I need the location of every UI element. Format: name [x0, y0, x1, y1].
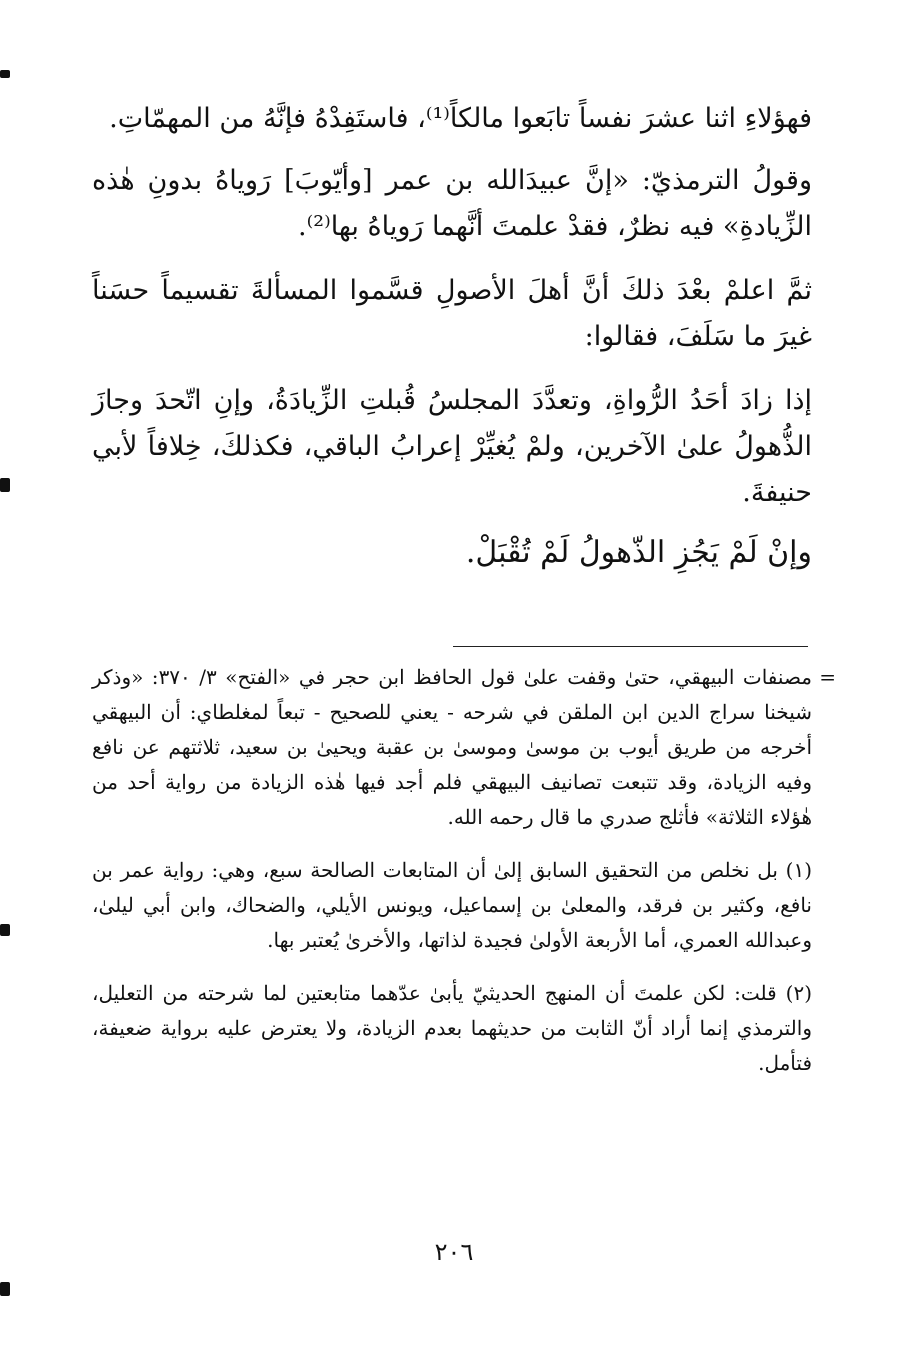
- continuation-mark: =: [819, 665, 836, 689]
- page-number: ٢٠٦: [434, 1238, 474, 1266]
- footnote-number: (١): [785, 858, 812, 882]
- main-paragraph-5: وإنْ لَمْ يَجُزِ الذّهولُ لَمْ تُقْبَلْ.: [465, 535, 812, 570]
- main-paragraph-1: فهؤلاءِ اثنا عشرَ نفساً تابَعوا مالكاً⁽¹⁾، فاستَفِدْهُ فإنَّهُ من المهمّاتِ.: [109, 103, 812, 134]
- footnote-1: [92, 853, 812, 958]
- scan-edge-mark: [0, 70, 10, 78]
- scan-edge-mark: [0, 1282, 10, 1296]
- footnote-number: (٢): [785, 981, 812, 1005]
- footnote-2: [92, 976, 812, 1081]
- footnote-text: بل نخلص من التحقيق السابق إلىٰ أن المتابعات الصالحة سبع، وهي: رواية عمر بن نافع، وكثير بن فرقد، والمعلىٰ بن إسماعيل، ويونس الأيلي، والضحاك، وابن أبي ليلىٰ، وعبدالله العمري، أما الأربعة الأولىٰ فجيدة لذاتها، والأخرىٰ يُعتبر بها.: [92, 858, 812, 952]
- footnote-continuation: [92, 660, 836, 835]
- footnote-continuation-text: مصنفات البيهقي، حتىٰ وقفت علىٰ قول الحافظ ابن حجر في «الفتح» ٣/ ٣٧٠: «وذكر شيخنا سراج الدين ابن الملقن في شرحه - يعني للصحيح - تبعاً لمغلطاي: أن البيهقي أخرجه من طريق أيوب بن موسىٰ وموسىٰ بن عقبة ويحيىٰ بن سعيد، ثلاثتهم عن نافع وفيه الزيادة، وقد تتبعت تصانيف البيهقي فلم أجد فيها هٰذه الزيادة من رواية أحد من هٰؤلاء الثلاثة» فأثلج صدري ما قال رحمه الله.: [92, 665, 813, 829]
- main-paragraph-4: إذا زادَ أحَدُ الرُّواةِ، وتعدَّدَ المجلسُ قُبلتِ الزِّيادَةُ، وإنِ اتّحدَ وجازَ الذُّهولُ علىٰ الآخرين، ولمْ يُغيِّرْ إعرابُ الباقي، فكذلكَ، خِلافاً لأبي حنيفةَ.: [92, 385, 812, 508]
- footnote-text: قلت: لكن علمتَ أن المنهج الحديثيّ يأبىٰ عدّهما متابعتين لما شرحته من التعليل، والترمذي إنما أراد أنّ الثابت من حديثهما بعدم الزيادة، ولا يعترض عليه برواية ضعيفة، فتأمل.: [92, 981, 812, 1075]
- scan-edge-mark: [0, 924, 10, 936]
- main-paragraph-3: ثمَّ اعلمْ بعْدَ ذلكَ أنَّ أهلَ الأصولِ قسَّموا المسألةَ تقسيماً حسَناً غيرَ ما سَلَفَ، فقالوا:: [92, 275, 812, 352]
- scan-edge-mark: [0, 478, 10, 492]
- main-paragraph-2: وقولُ الترمذيّ: «إنَّ عبيدَالله بن عمر [وأيّوبَ] رَوياهُ بدونِ هٰذه الزِّيادةِ» فيه نظرٌ، فقدْ علمتَ أنَّهما رَوياهُ بها⁽²⁾.: [92, 165, 812, 242]
- footnotes: [92, 660, 836, 1081]
- footnote-separator: [453, 646, 808, 647]
- main-text: [92, 96, 812, 576]
